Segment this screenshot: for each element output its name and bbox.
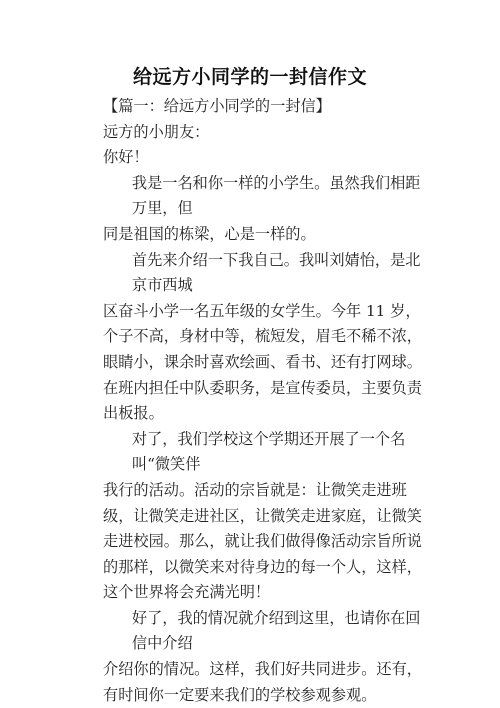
paragraph-first-line: 好了，我的情况就介绍到这里，也请你在回信中介绍: [131, 608, 421, 653]
paragraph-rest: 介绍你的情况。这样，我们好共同进步。还有，有时间你一定要来我们的学校参观参观。: [103, 660, 422, 704]
paragraph: [103, 171, 428, 248]
paragraph: [103, 606, 428, 708]
paragraph: [103, 427, 428, 606]
paragraph-rest: 同是祖国的栋梁，心是一样的。: [103, 224, 316, 243]
paragraph-rest: 区奋斗小学一名五年级的女学生。今年 11 岁，个子不高，身材中等，梳短发，眉毛不稀不浓，眼睛小，课余时喜欢绘画、看书、还有打网球。在班内担任中队委职务，是宣传委员，主要负责出板报。: [103, 301, 422, 423]
paragraph-first-line: 首先来介绍一下我自己。我叫刘婧怡，是北京市西城: [131, 250, 421, 295]
section-heading: 【篇一：给远方小同学的一封信】: [103, 97, 331, 115]
paragraph-first-line: 对了，我们学校这个学期还开展了一个名叫“微笑伴: [131, 429, 406, 474]
letter-body: [103, 94, 428, 708]
letter-greeting: 远方的小朋友：: [103, 122, 210, 141]
paragraph: [103, 248, 428, 427]
document-title: 给远方小同学的一封信作文: [132, 66, 367, 88]
letter-hello: 你好！: [103, 148, 149, 167]
paragraph-first-line: 我是一名和你一样的小学生。虽然我们相距万里，但: [131, 173, 421, 218]
paragraph-rest: 我行的活动。活动的宗旨就是：让微笑走进班级，让微笑走进社区，让微笑走进家庭，让微笑走进校园。那么，就让我们做得像活动宗旨所说的那样，以微笑来对待身边的每一个人，这样，这个世界将会充满光明！: [103, 480, 422, 602]
